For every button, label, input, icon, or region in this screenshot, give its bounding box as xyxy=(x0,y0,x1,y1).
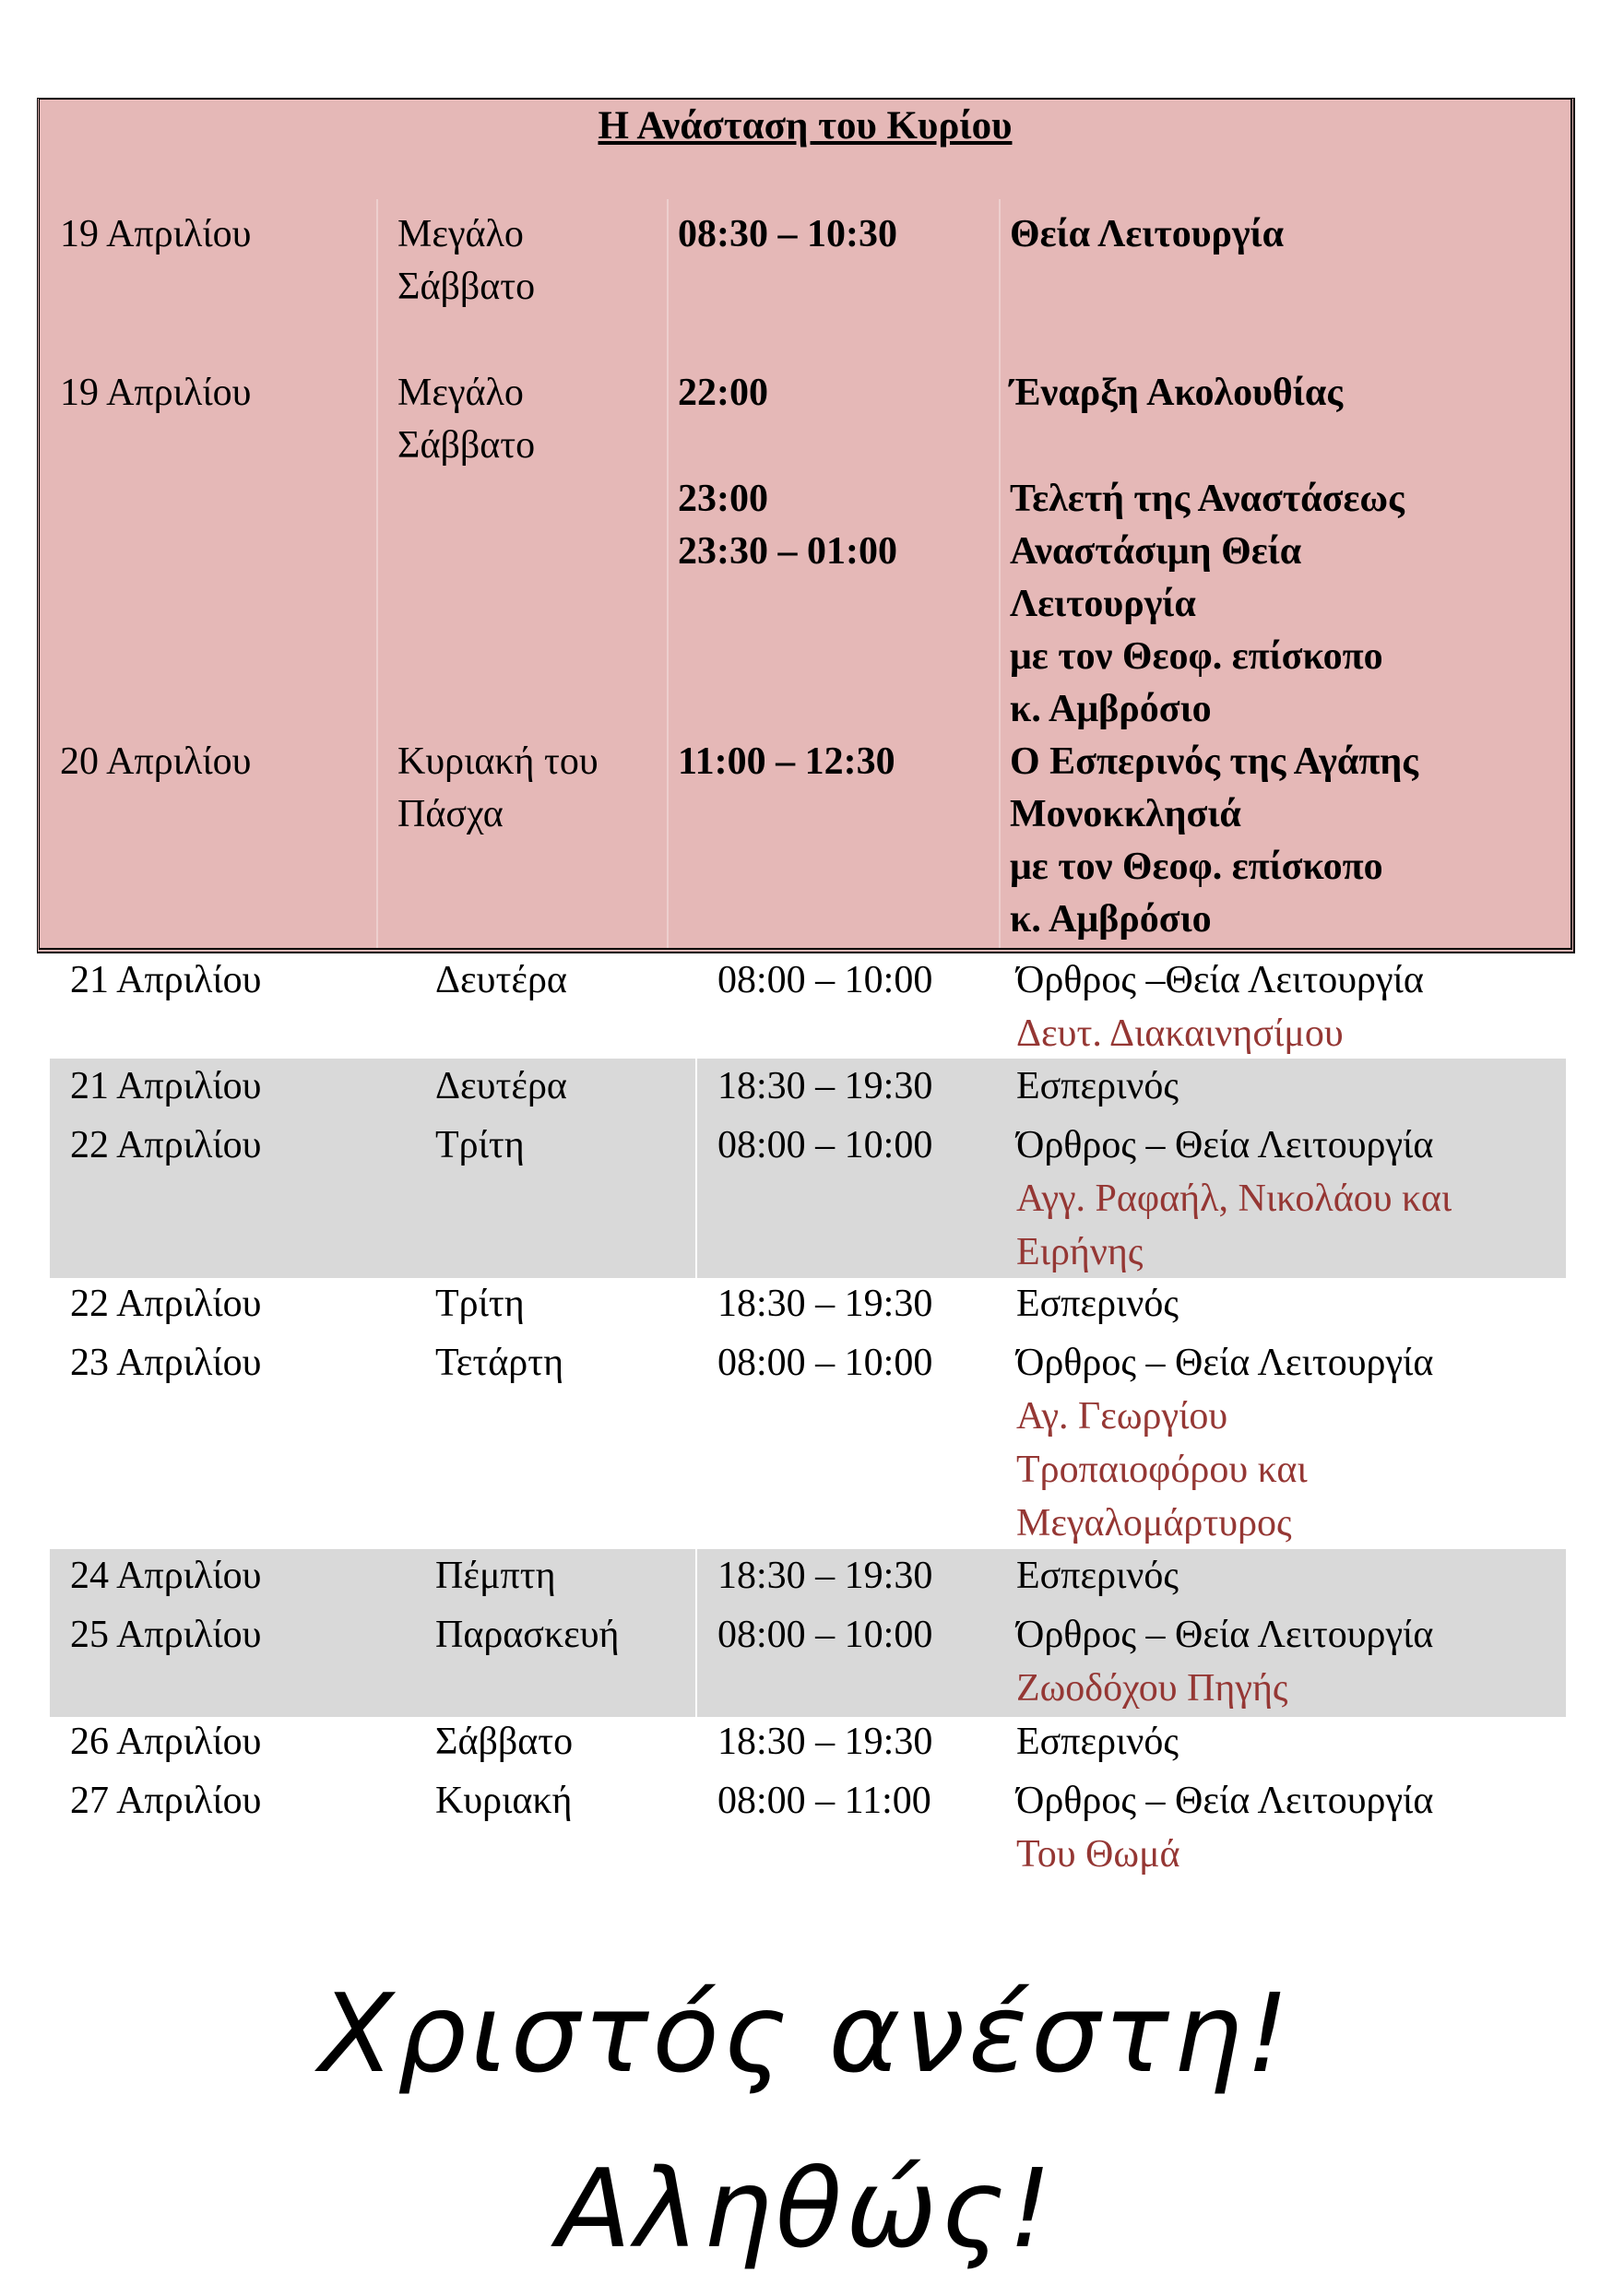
service-cell: Όρθρος – Θεία Λειτουργία xyxy=(1016,1124,1434,1166)
day-cell: Σάββατο xyxy=(435,1721,574,1763)
time-cell: 18:30 – 19:30 xyxy=(717,1555,933,1597)
time-cell: 23:00 xyxy=(678,478,768,520)
service-cell: Ο Εσπερινός της Αγάπης xyxy=(1010,740,1418,783)
time-cell: 18:30 – 19:30 xyxy=(717,1065,933,1107)
day-cell: Δευτέρα xyxy=(435,959,567,1001)
time-cell: 08:00 – 10:00 xyxy=(717,1342,933,1384)
day-cell: Τρίτη xyxy=(435,1283,525,1325)
time-cell: 22:00 xyxy=(678,372,768,414)
service-cell: Έναρξη Ακολουθίας xyxy=(1010,372,1344,414)
service-cell: Όρθρος – Θεία Λειτουργία xyxy=(1016,1342,1434,1384)
day-cell: Μεγάλο xyxy=(397,372,524,414)
greeting-line-1: Χριστός ανέστη! xyxy=(319,1970,1293,2097)
day-cell: Κυριακή xyxy=(435,1780,573,1822)
service-cell: Αναστάσιμη Θεία xyxy=(1010,530,1302,573)
feast-note: Μεγαλομάρτυρος xyxy=(1016,1502,1292,1544)
column-divider xyxy=(695,1549,697,1717)
feast-note: Ζωοδόχου Πηγής xyxy=(1016,1667,1288,1710)
column-divider xyxy=(667,199,669,948)
date-cell: 22 Απριλίου xyxy=(70,1124,262,1166)
feast-note: Δευτ. Διακαινησίμου xyxy=(1016,1012,1344,1055)
day-cell: Πάσχα xyxy=(397,793,504,835)
time-cell: 08:00 – 11:00 xyxy=(717,1780,931,1822)
day-cell: Δευτέρα xyxy=(435,1065,567,1107)
time-cell: 18:30 – 19:30 xyxy=(717,1283,933,1325)
time-cell: 08:30 – 10:30 xyxy=(678,213,897,255)
time-cell: 11:00 – 12:30 xyxy=(678,740,895,783)
feast-note: Αγγ. Ραφαήλ, Νικολάου και xyxy=(1016,1178,1452,1220)
easter-greeting xyxy=(0,1946,1612,2296)
day-cell: Τρίτη xyxy=(435,1124,525,1166)
day-cell: Παρασκευή xyxy=(435,1614,620,1656)
service-cell: με τον Θεοφ. επίσκοπο xyxy=(1010,846,1383,888)
feast-note: Ειρήνης xyxy=(1016,1231,1144,1273)
service-cell: Εσπερινός xyxy=(1016,1555,1179,1597)
feast-note: Αγ. Γεωργίου xyxy=(1016,1395,1228,1438)
time-cell: 08:00 – 10:00 xyxy=(717,1614,933,1656)
time-cell: 23:30 – 01:00 xyxy=(678,530,897,573)
easter-title: Η Ανάσταση του Κυρίου xyxy=(598,104,1013,148)
date-cell: 20 Απριλίου xyxy=(60,740,252,783)
service-cell: Όρθρος –Θεία Λειτουργία xyxy=(1016,959,1424,1001)
time-cell: 08:00 – 10:00 xyxy=(717,1124,933,1166)
service-cell: Εσπερινός xyxy=(1016,1065,1179,1107)
day-cell: Σάββατο xyxy=(397,424,536,467)
service-cell: Όρθρος – Θεία Λειτουργία xyxy=(1016,1614,1434,1656)
day-cell: Πέμπτη xyxy=(435,1555,556,1597)
service-cell: Εσπερινός xyxy=(1016,1721,1179,1763)
day-cell: Τετάρτη xyxy=(435,1342,564,1384)
time-cell: 08:00 – 10:00 xyxy=(717,959,933,1001)
date-cell: 22 Απριλίου xyxy=(70,1283,262,1325)
date-cell: 25 Απριλίου xyxy=(70,1614,262,1656)
time-cell: 18:30 – 19:30 xyxy=(717,1721,933,1763)
service-cell: Όρθρος – Θεία Λειτουργία xyxy=(1016,1780,1434,1822)
greeting-line-2: Αληθώς! xyxy=(556,2145,1056,2272)
service-cell: κ. Αμβρόσιο xyxy=(1010,898,1212,941)
feast-note: Του Θωμά xyxy=(1016,1833,1180,1876)
day-cell: Κυριακή του xyxy=(397,740,599,783)
date-cell: 24 Απριλίου xyxy=(70,1555,262,1597)
date-cell: 27 Απριλίου xyxy=(70,1780,262,1822)
day-cell: Μεγάλο xyxy=(397,213,524,255)
easter-schedule-box xyxy=(37,98,1575,953)
date-cell: 26 Απριλίου xyxy=(70,1721,262,1763)
date-cell: 19 Απριλίου xyxy=(60,213,252,255)
service-cell: κ. Αμβρόσιο xyxy=(1010,688,1212,730)
column-divider xyxy=(376,199,378,948)
feast-note: Τροπαιοφόρου και xyxy=(1016,1449,1308,1491)
service-cell: Τελετή της Αναστάσεως xyxy=(1010,478,1405,520)
date-cell: 19 Απριλίου xyxy=(60,372,252,414)
day-cell: Σάββατο xyxy=(397,266,536,308)
service-cell: με τον Θεοφ. επίσκοπο xyxy=(1010,635,1383,678)
date-cell: 21 Απριλίου xyxy=(70,959,262,1001)
date-cell: 21 Απριλίου xyxy=(70,1065,262,1107)
column-divider xyxy=(999,199,1001,948)
service-cell: Θεία Λειτουργία xyxy=(1010,213,1285,255)
date-cell: 23 Απριλίου xyxy=(70,1342,262,1384)
service-cell: Μονοκκλησιά xyxy=(1010,793,1241,835)
service-cell: Εσπερινός xyxy=(1016,1283,1179,1325)
column-divider xyxy=(695,1059,697,1278)
service-cell: Λειτουργία xyxy=(1010,583,1196,625)
